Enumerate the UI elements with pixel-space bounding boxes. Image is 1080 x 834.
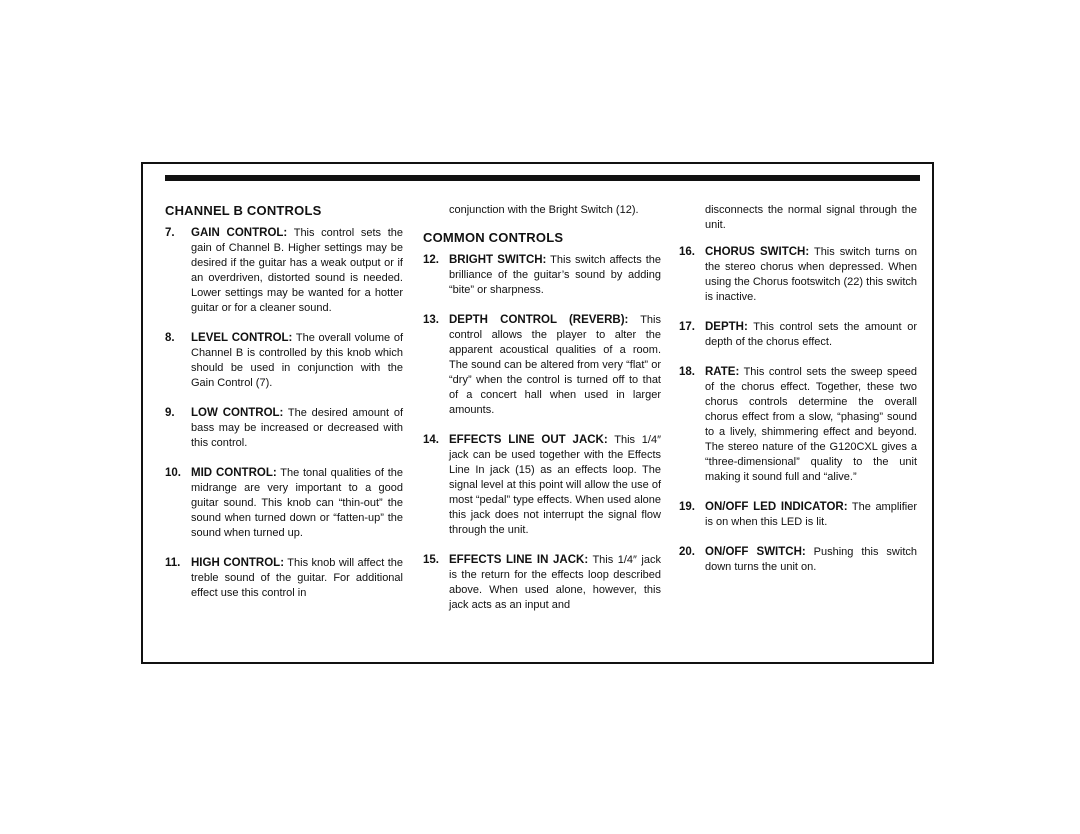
item-label: LEVEL CONTROL: <box>191 332 293 344</box>
continued-text: disconnects the normal signal through the unit. <box>705 204 917 231</box>
item-number: 10. <box>165 467 181 479</box>
item-text: This 1/4″ jack is the return for the effects loop described above. When used alone, however, this jack acts as an input and <box>449 554 661 611</box>
item-led-indicator <box>679 500 917 530</box>
item-high-control <box>165 556 403 601</box>
item-power-switch <box>679 545 917 575</box>
column-2 <box>423 203 661 628</box>
column-1 <box>165 203 403 616</box>
item-label: GAIN CONTROL: <box>191 227 288 239</box>
item-low-control <box>165 406 403 451</box>
item-text: This control sets the sweep speed of the chorus effect. Together, these two chorus controls determine the overall chorus effect from a slow, “phasing” sound to a lively, shimmering effect and beyond. The stereo nature of the G120CXL gives a “three-dimensional” quality to the unit making it sound full and “alive.” <box>705 366 917 483</box>
item-label: EFFECTS LINE IN JACK: <box>449 554 589 566</box>
item-mid-control <box>165 466 403 541</box>
item-number: 11. <box>165 557 181 569</box>
item-label: CHORUS SWITCH: <box>705 246 810 258</box>
item-number: 12. <box>423 254 439 266</box>
item-text: This switch affects the brilliance of the guitar’s sound by adding “bite” or sharpness. <box>449 254 661 296</box>
item-label: MID CONTROL: <box>191 467 277 479</box>
item-text: This control allows the player to alter the apparent acoustical qualities of a room. The sound can be altered from very “flat” or “dry” when the control is turned off to that of a concert hall when used in larger amounts. <box>449 314 661 416</box>
item-label: RATE: <box>705 366 740 378</box>
section-heading-common: COMMON CONTROLS <box>423 230 564 245</box>
item-number: 8. <box>165 332 175 344</box>
item-number: 19. <box>679 501 695 513</box>
manual-page-panel <box>141 162 934 664</box>
item-text: The amplifier is on when this LED is lit. <box>705 501 918 528</box>
item-label: ON/OFF SWITCH: <box>705 546 806 558</box>
item-chorus-switch <box>679 245 917 305</box>
column-3 <box>679 203 917 590</box>
item-number: 9. <box>165 407 175 419</box>
item-depth-control-reverb <box>423 313 661 418</box>
item-level-control <box>165 331 403 391</box>
item-text: This control sets the gain of Channel B. Higher settings may be desired if the guitar has a weak output or if an overdriven, distorted sound is needed. Lower settings may be wanted for a hotter guitar or for a cleaner sound. <box>191 227 403 314</box>
item-label: DEPTH: <box>705 321 748 333</box>
item-label: HIGH CONTROL: <box>191 557 285 569</box>
item-number: 15. <box>423 554 439 566</box>
item-number: 7. <box>165 227 175 239</box>
item-number: 18. <box>679 366 695 378</box>
item-label: DEPTH CONTROL (REVERB): <box>449 314 629 326</box>
item-text: Pushing this switch down turns the unit on. <box>705 546 917 573</box>
item-chorus-depth <box>679 320 917 350</box>
item-text: This knob will affect the treble sound of the guitar. For additional effect use this control in <box>191 557 403 599</box>
item-text: The tonal qualities of the midrange are very important to a good guitar sound. This knob can “thin-out” the sound when turned down or “fatten-up” the sound when turned up. <box>191 467 403 539</box>
item-label: ON/OFF LED INDICATOR: <box>705 501 848 513</box>
item-label: LOW CONTROL: <box>191 407 284 419</box>
top-rule-divider <box>165 175 920 181</box>
item-label: BRIGHT SWITCH: <box>449 254 547 266</box>
item-label: EFFECTS LINE OUT JACK: <box>449 434 608 446</box>
item-number: 20. <box>679 546 695 558</box>
item-text: This 1/4″ jack can be used together with the Effects Line In jack (15) as an effects loop. The signal level at this point will allow the use of most “pedal” type effects. When used alone this jack does not interrupt the signal flow through the unit. <box>449 434 661 536</box>
item-gain-control <box>165 226 403 316</box>
item-number: 17. <box>679 321 695 333</box>
item-text: The overall volume of Channel B is controlled by this knob which should be used in conjunction with the Gain Control (7). <box>191 332 403 389</box>
section-heading-channel-b: CHANNEL B CONTROLS <box>165 203 322 218</box>
item-effects-line-in-jack <box>423 553 661 613</box>
item-text: The desired amount of bass may be increased or decreased with this control. <box>191 407 404 449</box>
item-bright-switch <box>423 253 661 298</box>
item-chorus-rate <box>679 365 917 485</box>
item-number: 14. <box>423 434 439 446</box>
item-text: This control sets the amount or depth of the chorus effect. <box>705 321 917 348</box>
item-text: This switch turns on the stereo chorus when depressed. When using the Chorus footswitch (22) this switch is inactive. <box>705 246 918 303</box>
item-effects-line-out-jack <box>423 433 661 538</box>
item-number: 16. <box>679 246 695 258</box>
continued-text: conjunction with the Bright Switch (12). <box>449 204 639 216</box>
item-number: 13. <box>423 314 439 326</box>
